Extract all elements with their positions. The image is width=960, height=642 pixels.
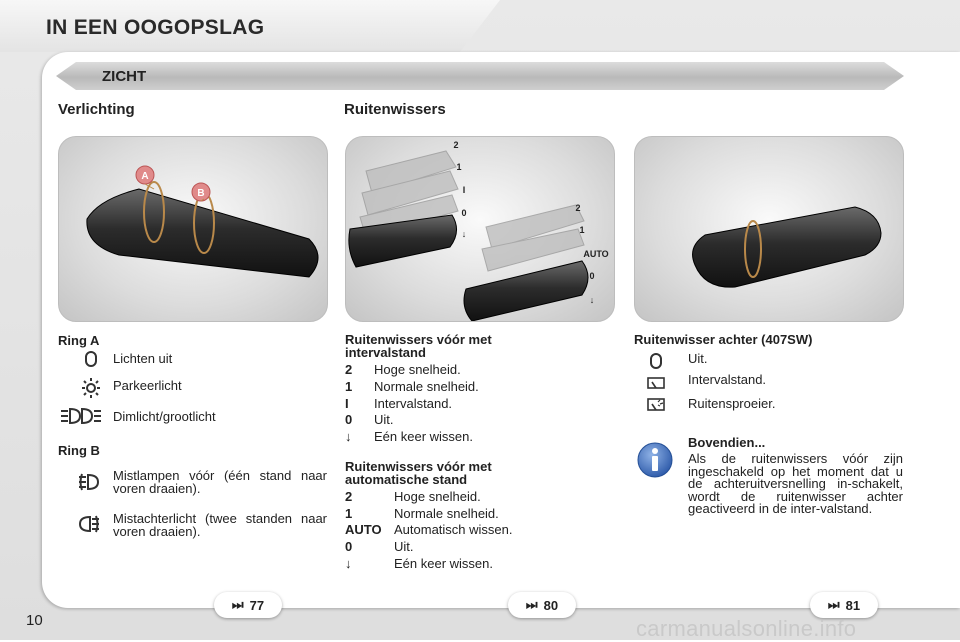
nav-link-77-label: 77: [249, 597, 265, 613]
auto-wiper-pos-0-label: 0: [589, 271, 595, 281]
skip-forward-icon: ⏭: [525, 597, 538, 612]
wiper-single-icon: ↓: [461, 229, 467, 239]
auto-label-2: Hoge snelheid.: [394, 489, 481, 504]
section-band-label: ZICHT: [102, 68, 147, 85]
single-wipe-icon: ↓: [345, 429, 352, 444]
rear-wiper-interval: Intervalstand.: [688, 372, 767, 387]
auto-single-wipe-icon: ↓: [345, 556, 352, 571]
auto-wiper-pos-auto-label: AUTO: [583, 249, 609, 259]
parking-light-icon: [80, 378, 102, 398]
interval-wipers-heading-2: intervalstand: [345, 345, 426, 360]
nav-link-77[interactable]: [214, 592, 282, 618]
rear-wiper-photo: [634, 136, 904, 322]
front-fog-light-icon: [78, 472, 100, 492]
rear-wiper-heading: Ruitenwisser achter (407SW): [634, 332, 813, 347]
skip-forward-icon: ⏭: [231, 597, 244, 612]
lights-off-icon: [82, 350, 100, 368]
rear-washer-icon: [646, 397, 666, 413]
lighting-stalk-photo: [58, 136, 328, 322]
info-icon: [636, 441, 674, 479]
ring-b-rear-fog: Mistachterlicht (twee standen naar voren draaien).: [113, 511, 327, 539]
interval-key-i: I: [345, 396, 349, 411]
ring-b-heading: Ring B: [58, 443, 100, 458]
interval-wipers-heading-1: Ruitenwissers vóór met: [345, 332, 492, 347]
ring-a-lights-off: Lichten uit: [113, 351, 173, 366]
auto-key-auto: AUTO: [345, 522, 382, 537]
watermark: carmanualsonline.info: [636, 616, 857, 641]
interval-label-single: Eén keer wissen.: [374, 429, 473, 444]
auto-wiper-single-icon: ↓: [589, 295, 595, 305]
auto-wipers-heading-2: automatische stand: [345, 472, 468, 487]
rear-wiper-interval-icon: [646, 376, 666, 392]
interval-key-2: 2: [345, 362, 353, 377]
headlight-icon: [60, 406, 102, 426]
page-title: IN EEN OOGOPSLAG: [46, 16, 265, 39]
auto-wiper-pos-2-label: 2: [575, 203, 581, 213]
verlichting-heading: Verlichting: [58, 101, 135, 118]
info-text: Als de ruitenwissers vóór zijn ingeschakeld op het moment dat u de achteruitversnelling in-schakelt, wordt de ruitenwisser achter geactiveerd in de inter-valstand.: [688, 451, 903, 516]
interval-label-i: Intervalstand.: [374, 396, 453, 411]
info-title: Bovendien...: [688, 435, 766, 450]
nav-link-81[interactable]: [810, 592, 878, 618]
nav-link-80-label: 80: [543, 597, 559, 613]
skip-forward-icon: ⏭: [827, 597, 840, 612]
ring-a-heading: Ring A: [58, 333, 100, 348]
auto-key-0: 0: [345, 539, 353, 554]
auto-key-2: 2: [345, 489, 353, 504]
nav-link-81-label: 81: [845, 597, 861, 613]
auto-wiper-pos-1-label: 1: [579, 225, 585, 235]
rear-fog-light-icon: [78, 514, 100, 534]
auto-label-1: Normale snelheid.: [394, 506, 499, 521]
interval-label-0: Uit.: [374, 412, 394, 427]
auto-wipers-heading-1: Ruitenwissers vóór met: [345, 459, 492, 474]
rear-wiper-off-icon: [648, 352, 664, 370]
ring-a-dipped-main-beam: Dimlicht/grootlicht: [113, 409, 216, 424]
wiper-pos-2-label: 2: [453, 140, 459, 150]
auto-label-0: Uit.: [394, 539, 414, 554]
interval-label-2: Hoge snelheid.: [374, 362, 461, 377]
auto-label-single: Eén keer wissen.: [394, 556, 493, 571]
ruitenwissers-heading: Ruitenwissers: [344, 101, 446, 118]
rear-wiper-off: Uit.: [688, 351, 708, 366]
auto-key-1: 1: [345, 506, 353, 521]
nav-link-80[interactable]: [508, 592, 576, 618]
page-number: 10: [26, 612, 43, 629]
ring-a-marker: A: [141, 171, 149, 182]
wiper-pos-interval-label: I: [462, 185, 466, 195]
auto-label-auto: Automatisch wissen.: [394, 522, 513, 537]
ring-b-marker: B: [197, 188, 205, 199]
rear-washer: Ruitensproeier.: [688, 396, 776, 411]
interval-key-1: 1: [345, 379, 353, 394]
wiper-pos-1-label: 1: [456, 162, 462, 172]
ring-a-parking-light: Parkeerlicht: [113, 378, 182, 393]
interval-label-1: Normale snelheid.: [374, 379, 479, 394]
front-wiper-photo: [345, 136, 615, 322]
section-band: [56, 62, 904, 90]
interval-key-0: 0: [345, 412, 353, 427]
wiper-pos-0-label: 0: [461, 208, 467, 218]
ring-b-front-fog: Mistlampen vóór (één stand naar voren draaien).: [113, 468, 327, 496]
